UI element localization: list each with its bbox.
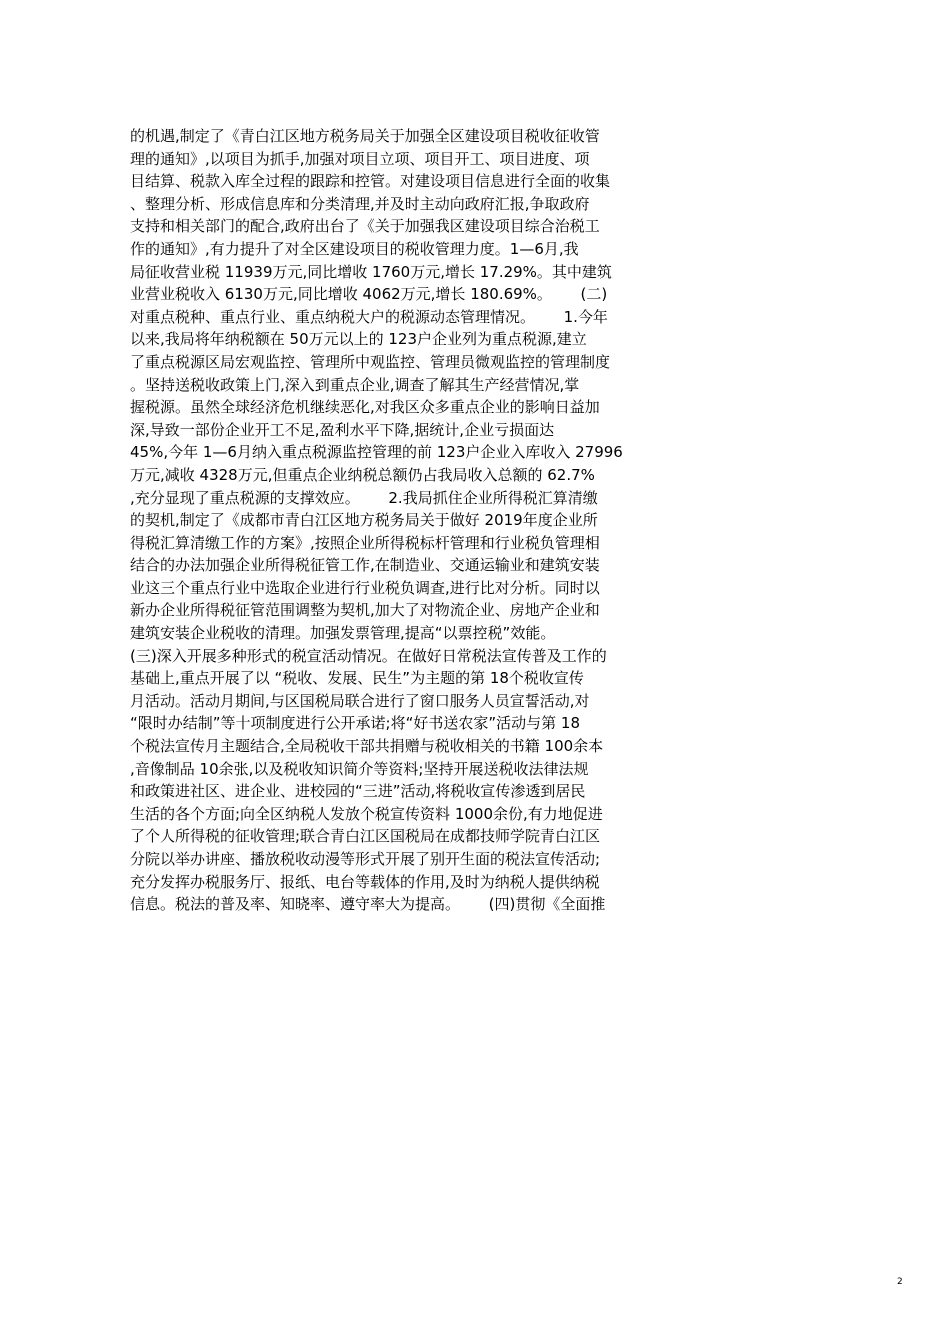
text-line: 作的通知》,有力提升了对全区建设项目的税收管理力度。1—6月,我 <box>130 239 579 258</box>
text-line: 了个人所得税的征收管理;联合青白江区国税局在成都技师学院青白江区 <box>130 827 601 846</box>
text-line: 了重点税源区局宏观监控、管理所中观监控、管理员微观监控的管理制度 <box>130 352 611 371</box>
text-line: “限时办结制”等十项制度进行公开承诺;将“好书送农家”活动与第 18 <box>130 714 580 733</box>
text-line: 得税汇算清缴工作的方案》,按照企业所得税标杆管理和行业税负管理相 <box>130 533 600 552</box>
text-line: 生活的各个方面;向全区纳税人发放个税宣传资料 1000余份,有力地促进 <box>130 804 603 823</box>
text-line: 业这三个重点行业中选取企业进行行业税负调查,进行比对分析。同时以 <box>130 578 600 597</box>
text-line: 万元,减收 4328万元,但重点企业纳税总额仍占我局收入总额的 62.7% <box>130 465 595 484</box>
text-line: (三)深入开展多种形式的税宣活动情况。在做好日常税法宣传普及工作的 <box>130 646 607 665</box>
text-line: 和政策进社区、进企业、进校园的“三进”活动,将税收宣传渗透到居民 <box>130 782 586 801</box>
text-line: 45%,今年 1—6月纳入重点税源监控管理的前 123户企业入库收入 27996 <box>130 443 623 462</box>
text-line: 充分发挥办税服务厅、报纸、电台等载体的作用,及时为纳税人提供纳税 <box>130 872 600 891</box>
text-line: 支持和相关部门的配合,政府出台了《关于加强我区建设项目综合治税工 <box>130 217 600 236</box>
text-line: 的契机,制定了《成都市青白江区地方税务局关于做好 2019年度企业所 <box>130 511 598 530</box>
text-line: 对重点税种、重点行业、重点纳税大户的税源动态管理情况。 1.今年 <box>130 307 608 326</box>
text-line: ,音像制品 10余张,以及税收知识简介等资料;坚持开展送税收法律法规 <box>130 759 589 778</box>
text-line: 新办企业所得税征管范围调整为契机,加大了对物流企业、房地产企业和 <box>130 601 600 620</box>
text-line: 目结算、税款入库全过程的跟踪和控管。对建设项目信息进行全面的收集 <box>130 172 611 191</box>
text-line: 以来,我局将年纳税额在 50万元以上的 123户企业列为重点税源,建立 <box>130 330 587 349</box>
body-text <box>130 125 660 916</box>
text-line: 分院以举办讲座、播放税收动漫等形式开展了别开生面的税法宣传活动; <box>130 850 601 868</box>
text-line: 握税源。虽然全球经济危机继续恶化,对我区众多重点企业的影响日益加 <box>130 398 600 417</box>
text-line: 深,导致一部份企业开工不足,盈利水平下降,据统计,企业亏损面达 <box>130 420 555 439</box>
page-number: 2 <box>897 1277 903 1287</box>
text-line: 结合的办法加强企业所得税征管工作,在制造业、交通运输业和建筑安装 <box>130 556 600 575</box>
text-line: 基础上,重点开展了以 “税收、发展、民生”为主题的第 18个税收宣传 <box>130 669 584 688</box>
text-line: 业营业税收入 6130万元,同比增收 4062万元,增长 180.69%。 (二) <box>130 285 608 304</box>
text-line: ,充分显现了重点税源的支撑效应。 2.我局抓住企业所得税汇算清缴 <box>130 488 598 507</box>
text-line: 局征收营业税 11939万元,同比增收 1760万元,增长 17.29%。其中建筑 <box>130 262 612 281</box>
text-line: 理的通知》,以项目为抓手,加强对项目立项、项目开工、项目进度、项 <box>130 149 590 168</box>
text-line: 的机遇,制定了《青白江区地方税务局关于加强全区建设项目税收征收管 <box>130 127 600 145</box>
text-line: 、整理分析、形成信息库和分类清理,并及时主动向政府汇报,争取政府 <box>130 194 590 213</box>
text-line: 。坚持送税收政策上门,深入到重点企业,调查了解其生产经营情况,掌 <box>130 375 580 394</box>
text-line: 个税法宣传月主题结合,全局税收干部共捐赠与税收相关的书籍 100余本 <box>130 737 604 756</box>
text-line: 建筑安装企业税收的清理。加强发票管理,提高“以票控税”效能。 <box>130 624 556 643</box>
text-line: 信息。税法的普及率、知晓率、遵守率大为提高。 (四)贯彻《全面推 <box>130 895 606 914</box>
text-line: 月活动。活动月期间,与区国税局联合进行了窗口服务人员宣誓活动,对 <box>130 691 590 710</box>
